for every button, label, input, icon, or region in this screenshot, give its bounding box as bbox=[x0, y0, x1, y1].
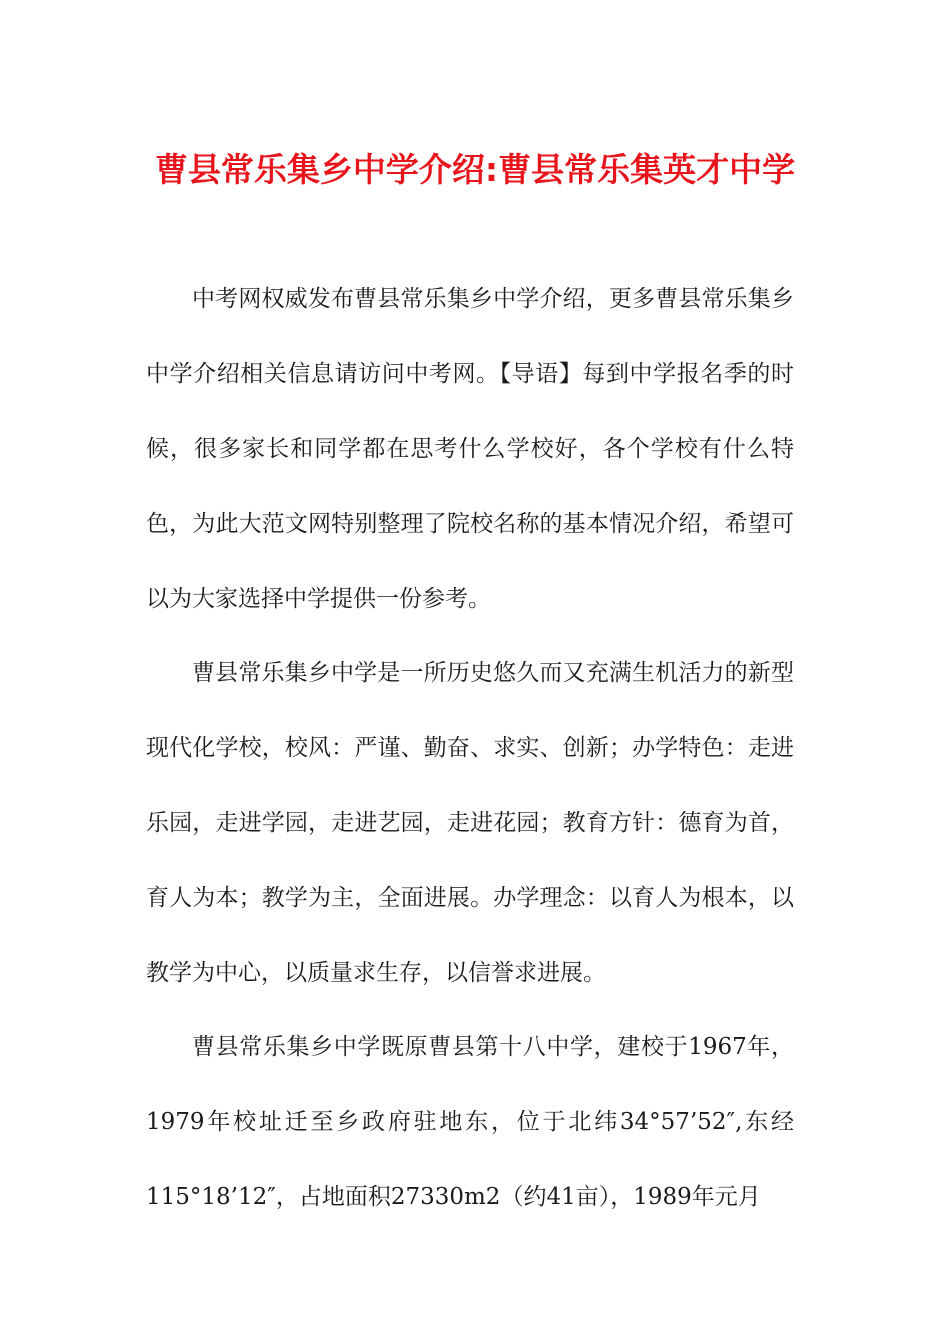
paragraph-intro bbox=[146, 262, 794, 637]
paragraph-text: 中考网权威发布曹县常乐集乡中学介绍，更多曹县常乐集乡中学介绍相关信息请访问中考网。【导语】每到中学报名季的时候，很多家长和同学都在思考什么学校好，各个学校有什么特色，为此大范文网特别整理了院校名称的基本情况介绍，希望可以为大家选择中学提供一份参考。 bbox=[146, 286, 794, 612]
document-title: 曹县常乐集乡中学介绍:曹县常乐集英才中学 bbox=[154, 150, 796, 189]
paragraph-text: 曹县常乐集乡中学既原曹县第十八中学，建校于1967年，1979年校址迁至乡政府驻地东，位于北纬34°57’52″,东经115°18’12″，占地面积27330m2（约41亩），1989年元月 bbox=[146, 1034, 794, 1210]
paragraph-text: 曹县常乐集乡中学是一所历史悠久而又充满生机活力的新型现代化学校，校风：严谨、勤奋、求实、创新；办学特色：走进乐园，走进学园，走进艺园，走进花园；教育方针：德育为首，育人为本；教学为主，全面进展。办学理念：以育人为根本，以教学为中心，以质量求生存，以信誉求进展。 bbox=[146, 660, 794, 986]
paragraph-school-profile bbox=[146, 636, 794, 1011]
paragraph-school-history bbox=[146, 1010, 794, 1235]
